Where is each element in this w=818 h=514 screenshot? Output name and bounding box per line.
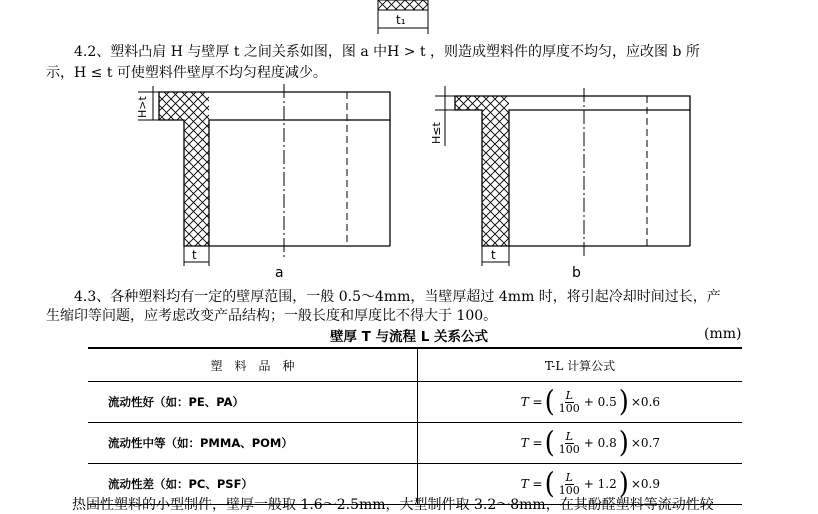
figure-b-t-label: t — [491, 248, 496, 262]
material-cell: 流动性中等（如：PMMA、POM） — [88, 423, 418, 464]
figure-b — [430, 86, 690, 281]
para-4-2-line1: 4.2、塑料凸肩 H 与壁厚 t 之间关系如图，图 a 中H > t ，则造成塑料件的厚度不均匀，应改图 b 所 — [74, 44, 700, 60]
figure-a-t-label: t — [192, 248, 197, 262]
header-formula: T-L 计算公式 — [418, 348, 743, 382]
header-material: 塑 料 品 种 — [88, 348, 418, 382]
table-row — [88, 382, 742, 423]
table-title: 壁厚 T 与流程 L 关系公式 — [329, 329, 489, 345]
material-cell: 流动性好（如：PE、PA） — [88, 382, 418, 423]
cut-off-paragraph: 热固性塑料的小型制件，壁厚一般取 1.6～2.5mm，大型制件取 3.2～8mm，在其酚醛塑料等流动性较 — [72, 497, 714, 513]
formula-cell: T = ( $\frac{L}{100}$ + 0.8 ) ×0.7 — [418, 423, 743, 464]
top-figure-label: t₁ — [396, 13, 406, 27]
figure-b-h-label: H≤t — [430, 122, 443, 144]
material-cell: 流动性差（如：PC、PSF） — [88, 464, 418, 505]
table-row — [88, 423, 742, 464]
figure-a — [136, 84, 390, 281]
formula-cell: T = ( $\frac{L}{100}$ + 0.5 ) ×0.6 — [418, 382, 743, 423]
formula-cell: T = ( $\frac{L}{100}$ + 1.2 ) ×0.9 — [418, 464, 743, 505]
figure-b-caption: b — [572, 265, 581, 281]
table-unit: (mm) — [704, 326, 742, 342]
top-partial-figure — [378, 0, 428, 34]
figure-a-h-label: H>t — [136, 96, 149, 118]
para-4-3-line2: 生缩印等问题，应考虑改变产品结构；一般长度和厚度比不得大于 100。 — [46, 308, 498, 324]
formula-table — [88, 347, 742, 505]
para-4-3-line1: 4.3、各种塑料均有一定的壁厚范围，一般 0.5～4mm，当壁厚超过 4mm 时，将引起冷却时间过长，产 — [74, 289, 721, 305]
para-4-2-line2: 示，H ≤ t 可使塑料件壁厚不均匀程度减少。 — [46, 65, 327, 81]
figure-a-caption: a — [275, 265, 284, 281]
